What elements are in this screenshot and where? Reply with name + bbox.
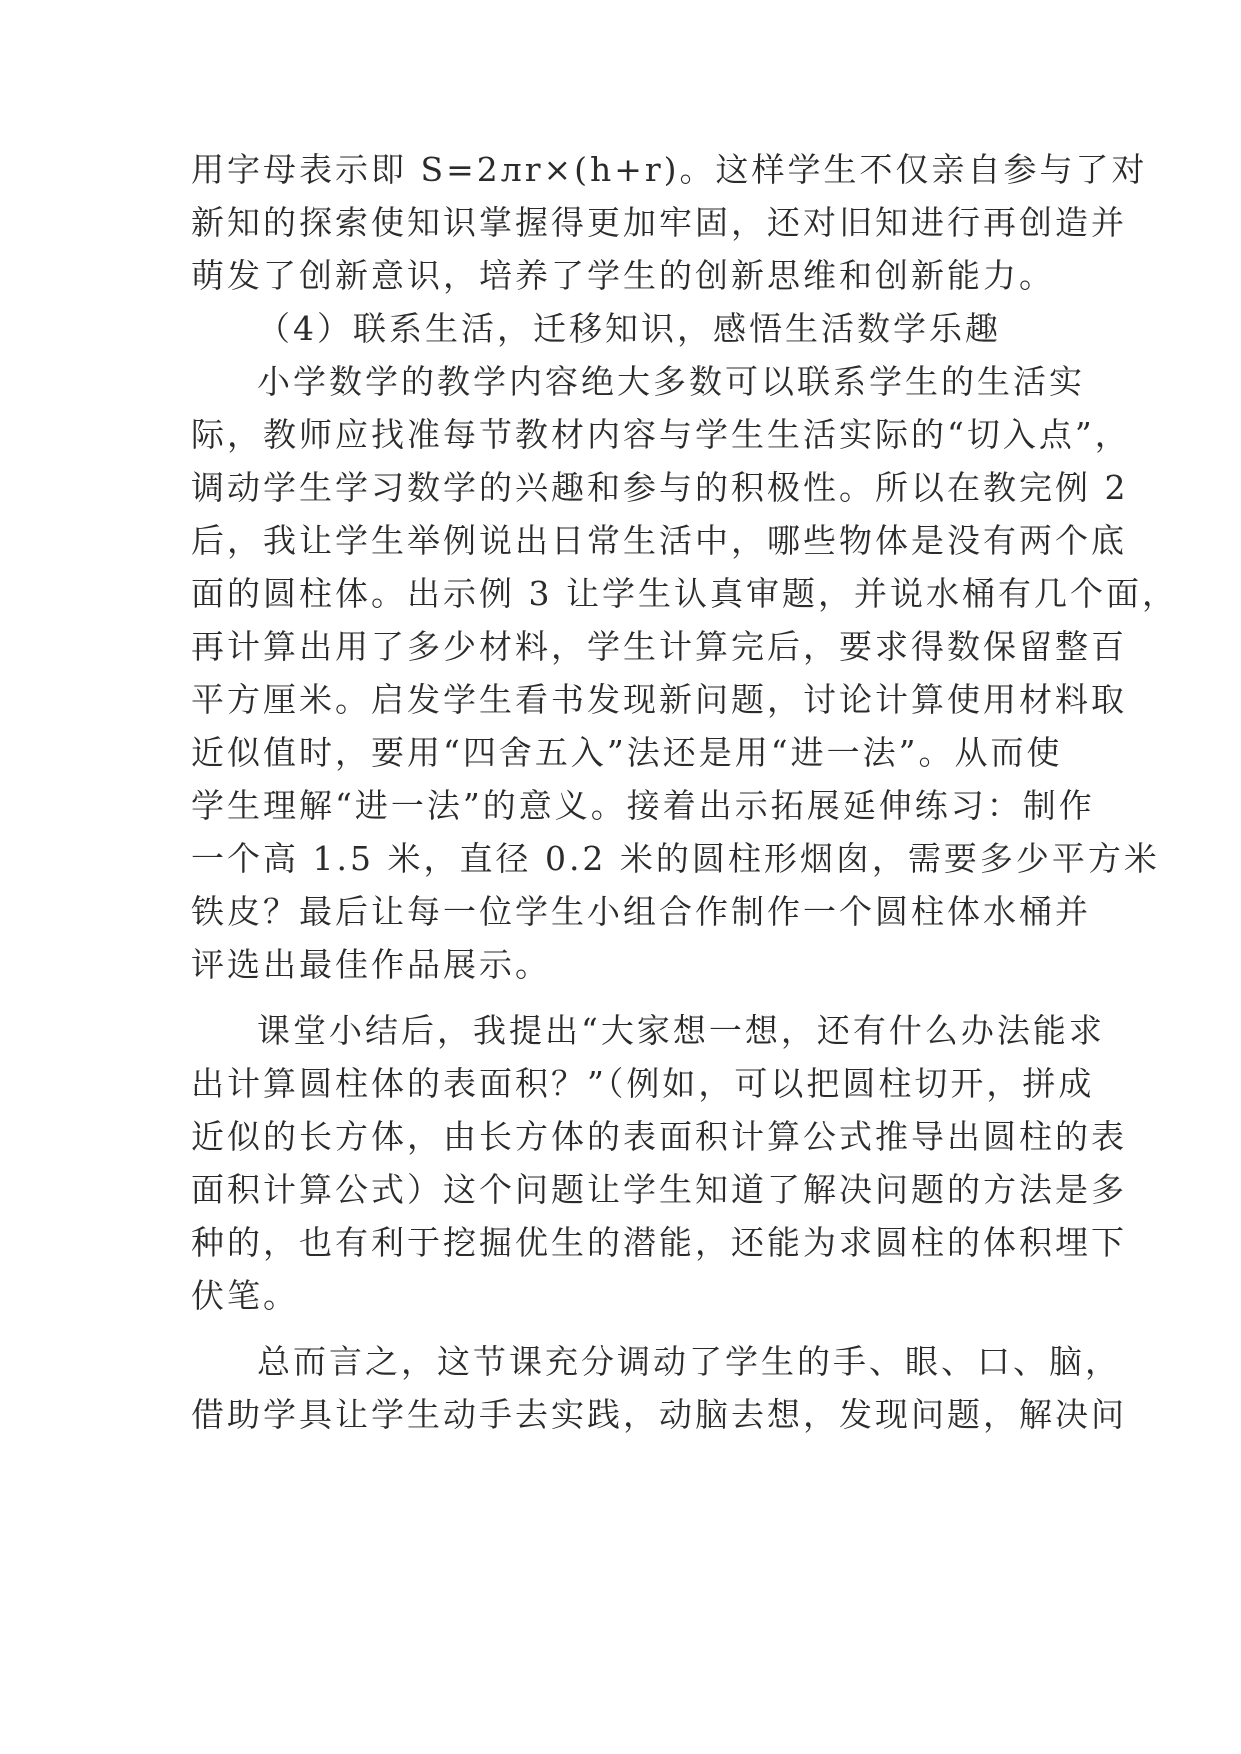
text-line: 近似的长方体，由长方体的表面积计算公式推导出圆柱的表 [191, 1117, 1127, 1156]
text-line: 评选出最佳作品展示。 [191, 945, 551, 984]
text-line: 种的，也有利于挖掘优生的潜能，还能为求圆柱的体积埋下 [191, 1223, 1127, 1262]
text-line: 用字母表示即 S=2лr×(h+r)。这样学生不仅亲自参与了对 [191, 150, 1148, 189]
text-line: 面积计算公式）这个问题让学生知道了解决问题的方法是多 [191, 1170, 1127, 1209]
text-line: 调动学生学习数学的兴趣和参与的积极性。所以在教完例 2 [191, 468, 1129, 507]
text-line: 总而言之，这节课充分调动了学生的手、眼、口、脑， [257, 1342, 1121, 1381]
text-line: 借助学具让学生动手去实践，动脑去想，发现问题，解决问 [191, 1395, 1127, 1434]
text-line: 平方厘米。启发学生看书发现新问题，讨论计算使用材料取 [191, 680, 1127, 719]
text-line: 课堂小结后，我提出“大家想一想，还有什么办法能求 [257, 1011, 1105, 1050]
text-line: 后，我让学生举例说出日常生活中，哪些物体是没有两个底 [191, 521, 1127, 560]
text-line: 小学数学的教学内容绝大多数可以联系学生的生活实 [257, 362, 1085, 401]
text-line: 再计算出用了多少材料，学生计算完后，要求得数保留整百 [191, 627, 1127, 666]
section-heading: （4）联系生活，迁移知识，感悟生活数学乐趣 [257, 309, 1001, 348]
text-line: 近似值时，要用“四舍五入”法还是用“进一法”。从而使 [191, 733, 1063, 772]
text-line: 面的圆柱体。出示例 3 让学生认真审题，并说水桶有几个面， [191, 574, 1178, 613]
text-line: 际，教师应找准每节教材内容与学生生活实际的“切入点”， [191, 415, 1131, 454]
text-line: 新知的探索使知识掌握得更加牢固，还对旧知进行再创造并 [191, 203, 1127, 242]
text-line: 萌发了创新意识，培养了学生的创新思维和创新能力。 [191, 256, 1055, 295]
text-line: 铁皮？最后让每一位学生小组合作制作一个圆柱体水桶并 [191, 892, 1091, 931]
text-line: 学生理解“进一法”的意义。接着出示拓展延伸练习：制作 [191, 786, 1095, 825]
text-line: 一个高 1.5 米，直径 0.2 米的圆柱形烟囱，需要多少平方米 [191, 839, 1160, 878]
text-line: 伏笔。 [191, 1276, 299, 1315]
text-line: 出计算圆柱体的表面积？”（例如，可以把圆柱切开，拼成 [191, 1064, 1095, 1103]
